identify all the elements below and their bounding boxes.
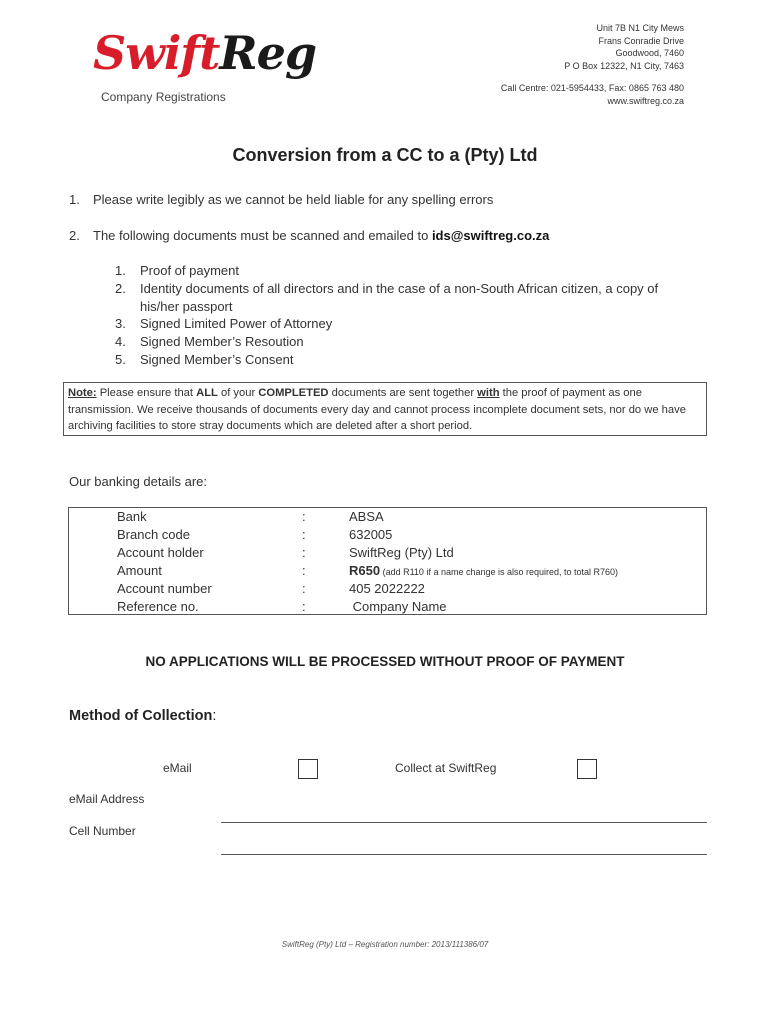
banking-details-table [68,507,707,615]
table-row: Branch code : 632005 [117,527,393,542]
table-row: Bank : ABSA [117,509,384,524]
address-line: Unit 7B N1 City Mews [596,23,684,33]
cell-number-field[interactable] [221,854,707,855]
amount-note: (add R110 if a name change is also required, to total R760) [380,567,619,577]
email-address-field[interactable] [221,822,707,823]
required-documents-list [115,262,700,369]
address-line: P O Box 12322, N1 City, 7463 [564,60,684,71]
submission-email[interactable]: ids@swiftreg.co.za [431,228,550,243]
email-checkbox[interactable] [298,759,318,779]
collection-title: Method of Collection: [69,708,217,724]
company-address [501,22,684,107]
instruction-2-text: The following documents must be scanned and emailed to [93,228,429,243]
note-box: Note: Please ensure that ALL of your COMPLETED documents are sent together with the proof of payment as one transmission. We receive thousands of documents every day and cannot process incomplete document sets, nor do we have archiving facilities to store stray documents which are deleted after a short period. [63,382,707,436]
table-row: Account holder : SwiftReg (Pty) Ltd [117,545,454,560]
amount-value: R650 [349,563,381,578]
email-address-label: eMail Address [69,792,145,806]
contact-website: www.swiftreg.co.za [607,95,684,106]
instruction-1-text: Please write legibly as we cannot be held liable for any spelling errors [93,192,494,207]
cell-number-label: Cell Number [69,824,136,838]
logo-reg: Reg [219,26,317,80]
logo-wordmark [93,26,317,80]
list-item: 3. Signed Limited Power of Attorney [115,316,333,332]
address-line: Goodwood, 7460 [615,48,684,58]
logo-swift: Swift [93,26,220,80]
instruction-1: 1. Please write legibly as we cannot be held liable for any spelling errors [69,192,494,207]
collect-option-label: Collect at SwiftReg [395,761,497,775]
table-row: Amount : R650 (add R110 if a name change is also required, to total R760) [117,563,619,578]
contact-phone: Call Centre: 021-5954433, Fax: 0865 763 480 [500,83,684,93]
note-label: Note: [68,387,97,399]
table-row: Reference no. : Company Name [117,599,447,614]
address-line: Frans Conradie Drive [598,35,684,46]
payment-warning: NO APPLICATIONS WILL BE PROCESSED WITHOUT PROOF OF PAYMENT [145,654,625,669]
logo-tagline: Company Registrations [101,90,226,104]
list-item: 1. Proof of payment [115,263,239,278]
footer-registration: SwiftReg (Pty) Ltd – Registration number: 2013/111386/07 [281,940,489,949]
banking-intro: Our banking details are: [69,474,208,489]
list-item: 4. Signed Member’s Resoution [115,334,304,350]
instruction-2: 2. The following documents must be scanned and emailed to ids@swiftreg.co.za [69,228,550,243]
list-item: 2. Identity documents of all directors and in the case of a non-South African citizen, a copy of his/her passport [115,280,659,314]
email-option-label: eMail [163,761,192,775]
list-item: 5. Signed Member’s Consent [115,351,294,367]
page-title: Conversion from a CC to a (Pty) Ltd [232,145,538,165]
swiftreg-logo [93,26,317,110]
collect-checkbox[interactable] [577,759,597,779]
table-row: Account number : 405 2022222 [117,581,425,596]
